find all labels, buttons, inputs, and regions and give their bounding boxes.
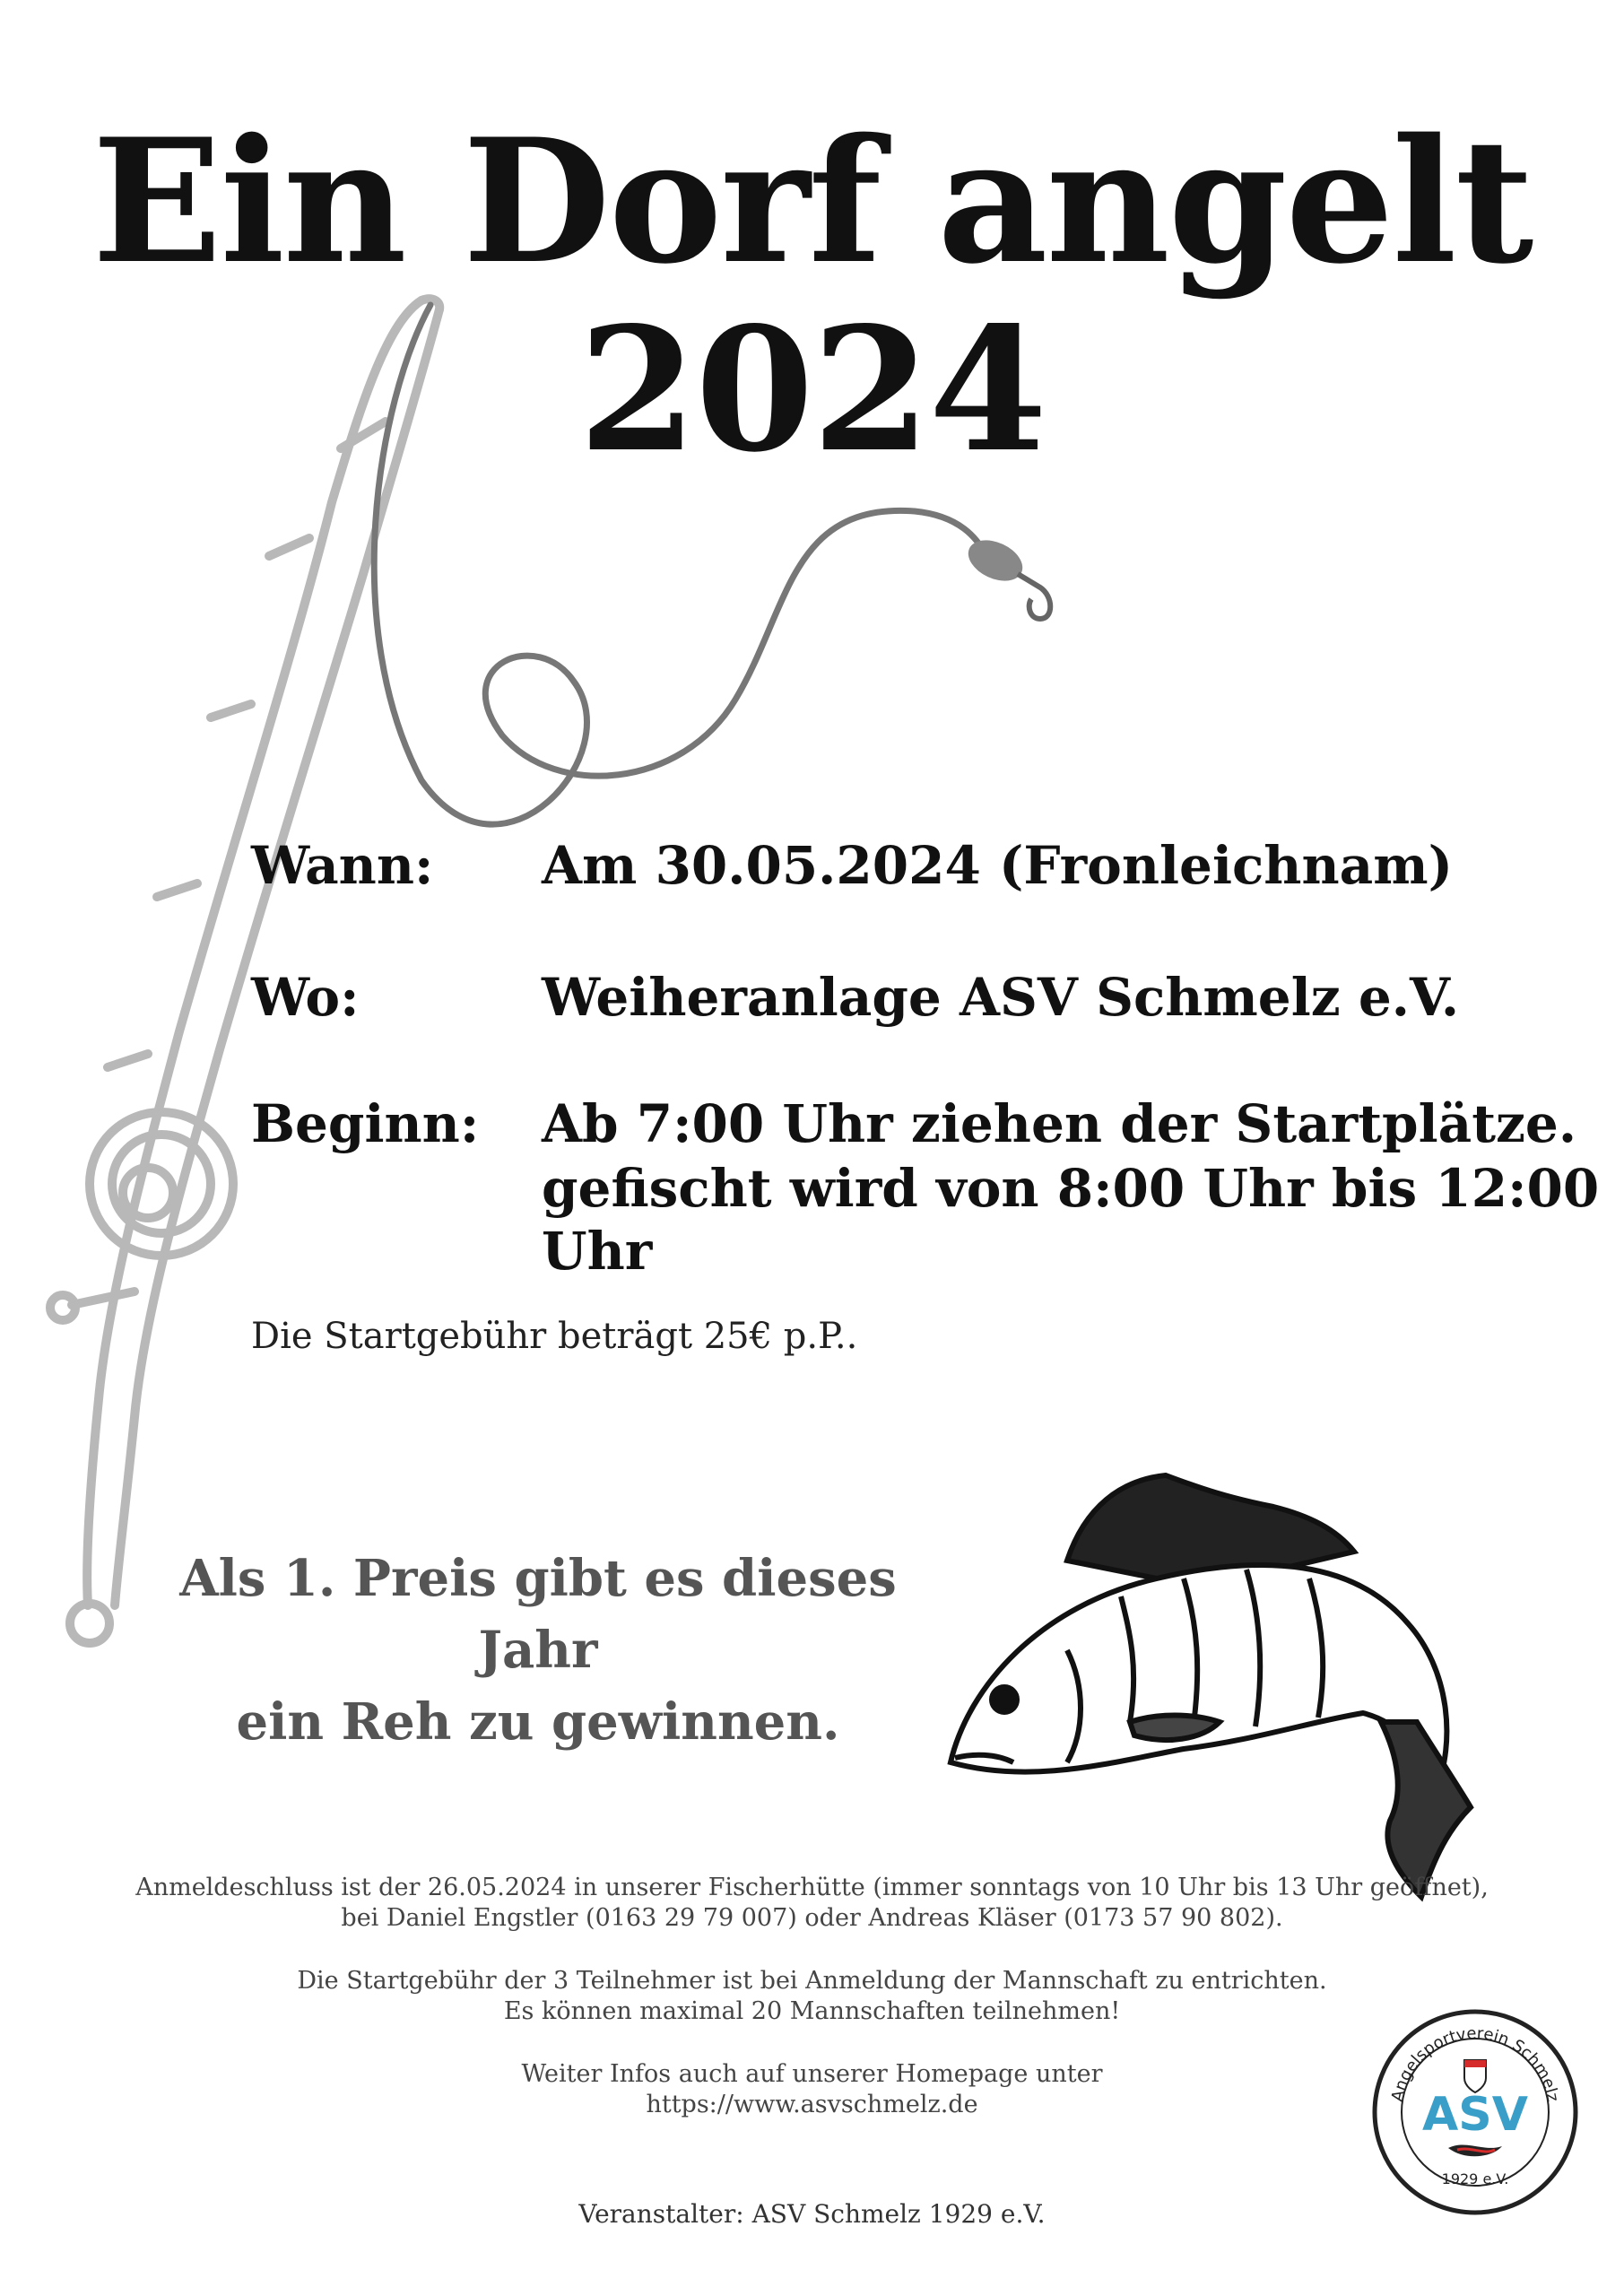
- info-value-where: Weiheranlage ASV Schmelz e.V.: [542, 967, 1460, 1028]
- info-label-start: Beginn:: [251, 1093, 480, 1154]
- info-value-start-2: gefischt wird von 8:00 Uhr bis 12:00 Uhr: [542, 1158, 1600, 1282]
- info-label-when: Wann:: [251, 835, 434, 896]
- info-value-when: Am 30.05.2024 (Fronleichnam): [542, 835, 1454, 896]
- info-value-start: Ab 7:00 Uhr ziehen der Startplätze.: [542, 1093, 1577, 1154]
- fish-icon: [933, 1453, 1489, 1919]
- more-info-line: Weiter Infos auch auf unserer Homepage unter: [521, 2060, 1103, 2088]
- fee-text: Die Startgebühr beträgt 25€ p.P..: [251, 1316, 858, 1357]
- title-line-1: Ein Dorf angelt: [91, 101, 1533, 301]
- fee-note-line-2: Es können maximal 20 Mannschaften teilnehmen!: [503, 1997, 1121, 2025]
- logo-year: 1929 e.V.: [1441, 2170, 1509, 2187]
- logo-ring-text: Angelsportverein Schmelz: [1387, 2023, 1563, 2104]
- organizer-text: Veranstalter: ASV Schmelz 1929 e.V.: [578, 2199, 1046, 2229]
- fee-note-line-1: Die Startgebühr der 3 Teilnehmer ist bei Anmeldung der Mannschaft zu entrichten.: [297, 1967, 1327, 1995]
- page-title: [0, 101, 1624, 490]
- asv-logo: [1368, 2005, 1583, 2220]
- prize-text: [135, 1543, 942, 1758]
- logo-letters: ASV: [1422, 2088, 1528, 2142]
- homepage-url[interactable]: https://www.asvschmelz.de: [646, 2091, 978, 2118]
- prize-line-2: ein Reh zu gewinnen.: [236, 1692, 840, 1752]
- registration-line-1: Anmeldeschluss ist der 26.05.2024 in unserer Fischerhütte (immer sonntags von 10 Uhr bis 13 Uhr geöffnet),: [135, 1874, 1489, 1901]
- prize-line-1: Als 1. Preis gibt es dieses Jahr: [179, 1549, 897, 1680]
- info-label-where: Wo:: [251, 967, 360, 1028]
- registration-line-2: bei Daniel Engstler (0163 29 79 007) oder Andreas Kläser (0173 57 90 802).: [341, 1904, 1283, 1932]
- title-line-2: 2024: [578, 290, 1046, 490]
